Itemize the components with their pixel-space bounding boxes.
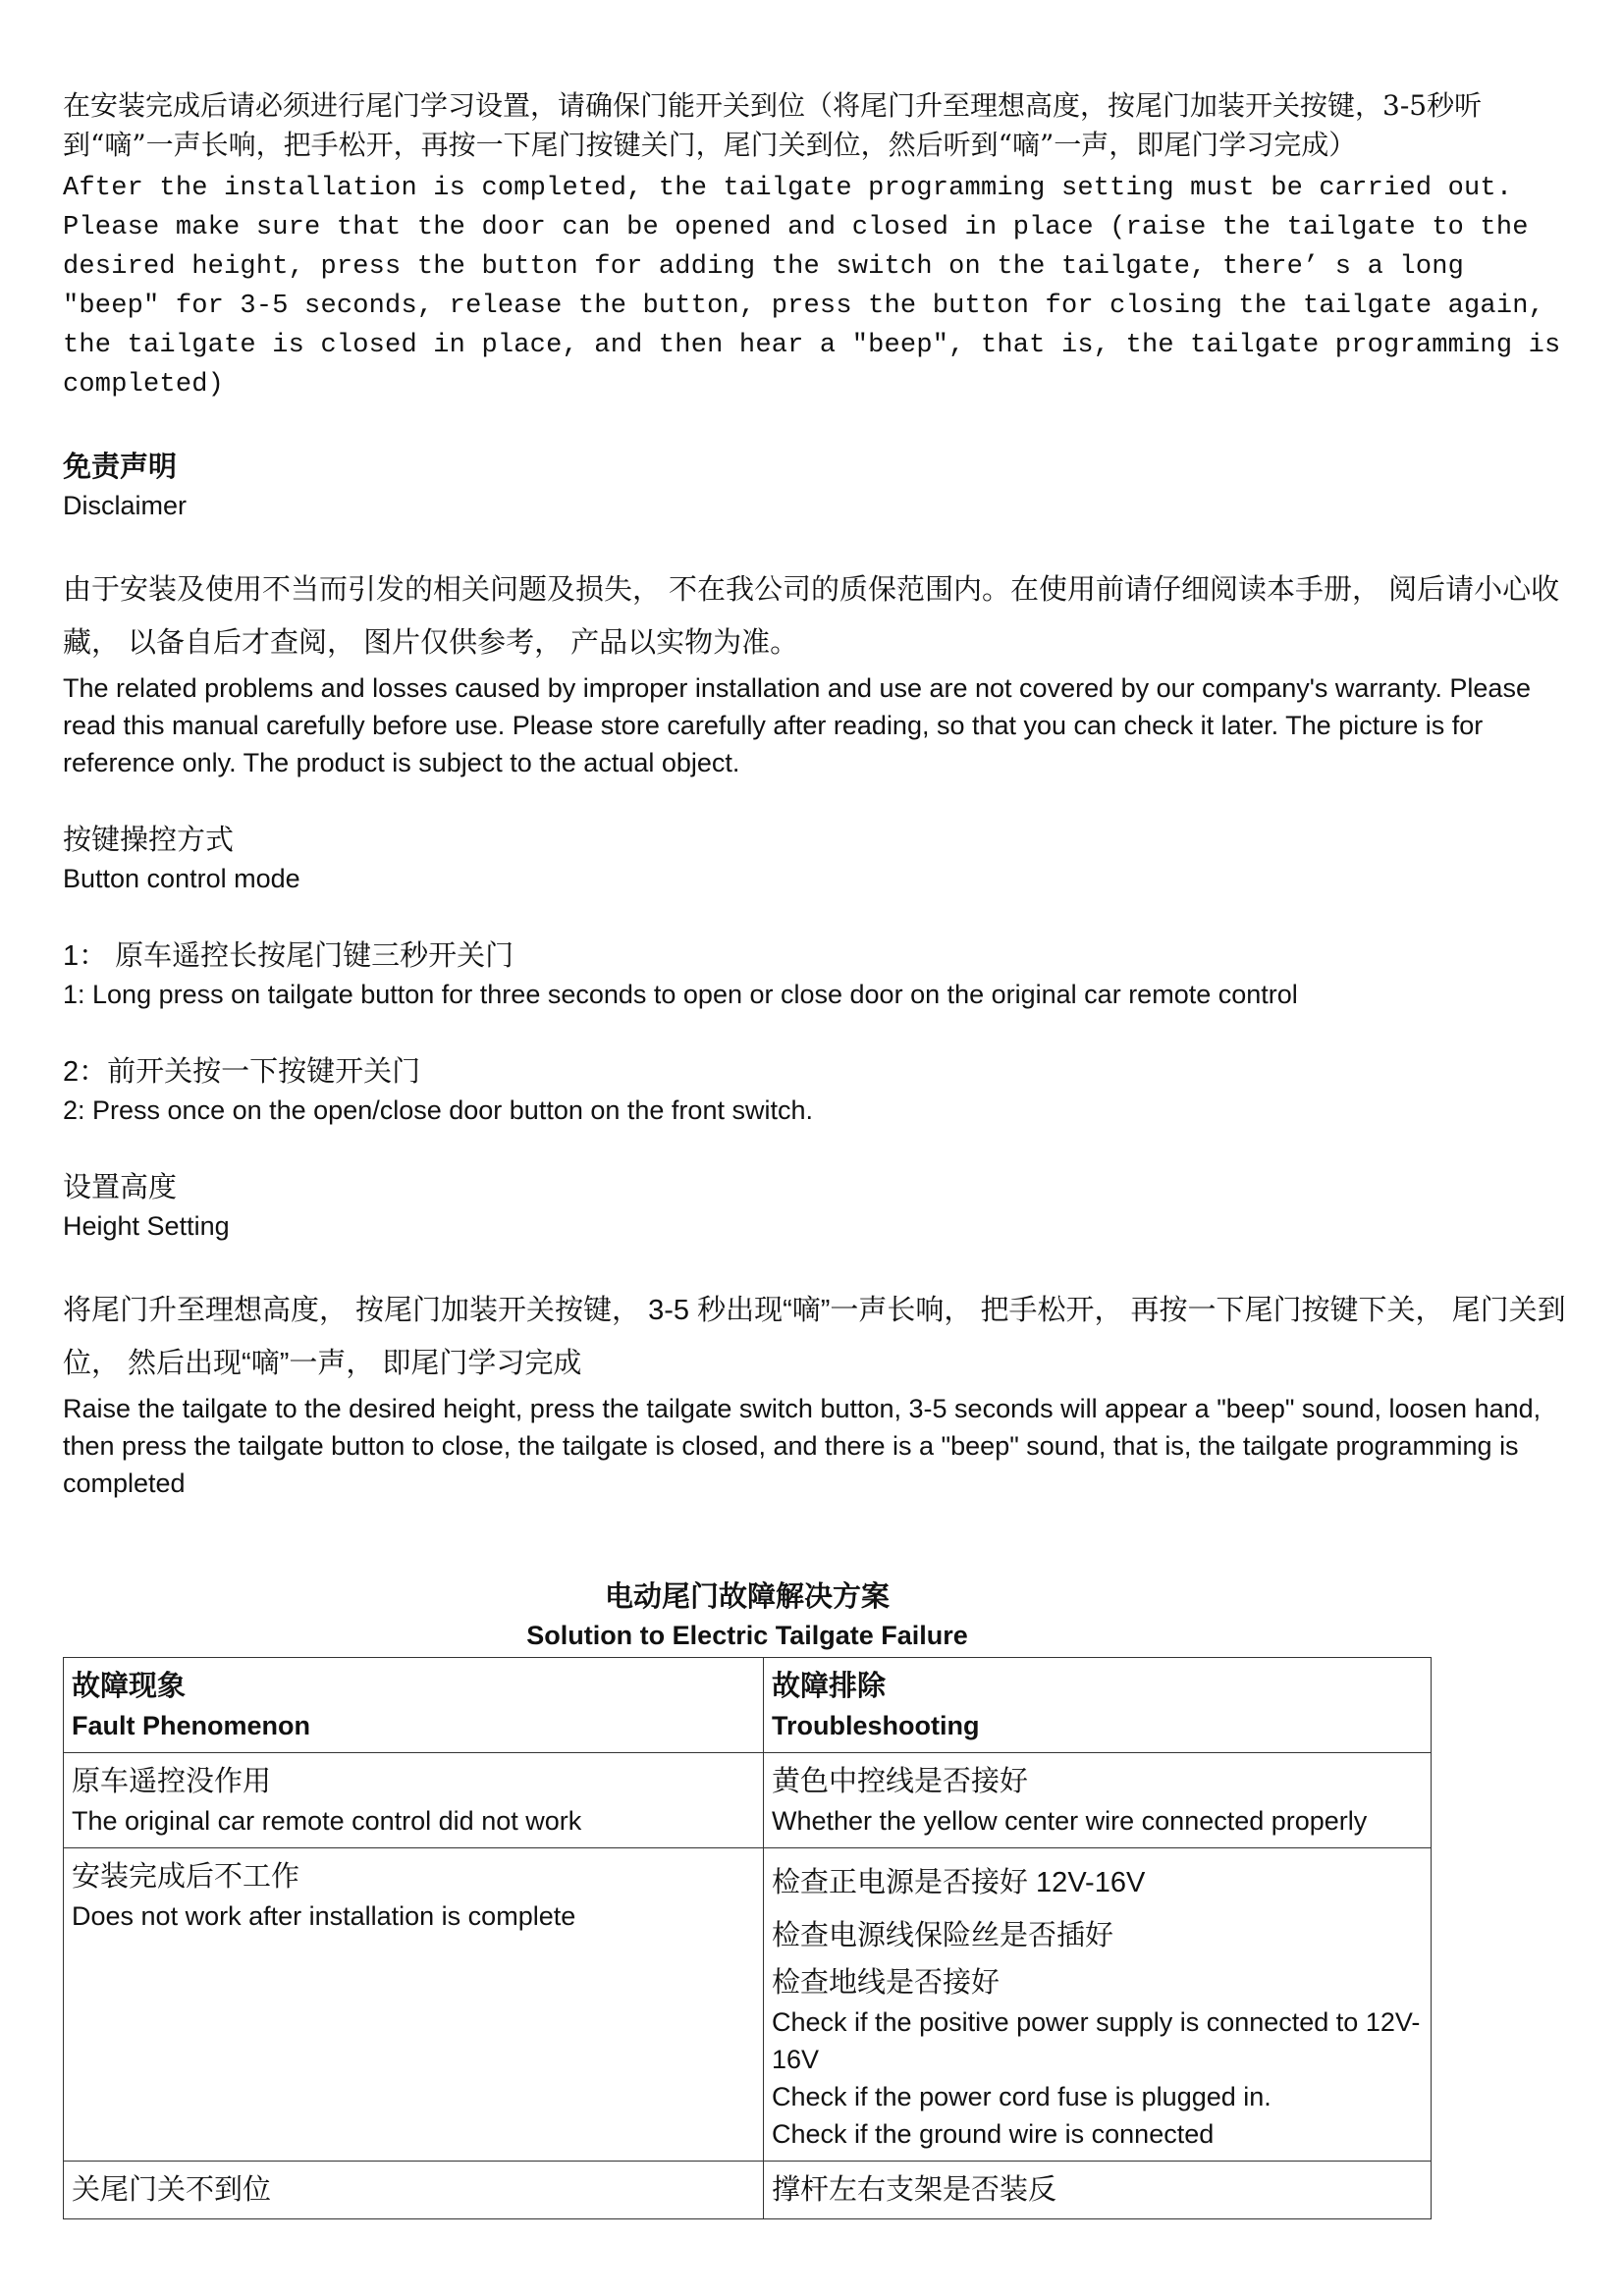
table-header-row [64,1658,1432,1753]
row2-fix-zh-3: 检查地线是否接好 [772,1967,1001,1999]
row2-fix-en-3: Check if the ground wire is connected [772,2119,1215,2149]
disclaimer-text-zh: 由于安装及使用不当而引发的相关问题及损失， 不在我公司的质保范围内。在使用前请仔细阅读本手册， 阅后请小心收藏， 以备自后才查阅， 图片仅供参考， 产品以实物为准。 [63,574,1560,659]
table-title-en: Solution to Electric Tailgate Failure [526,1621,968,1650]
header-fix-cell [764,1658,1432,1753]
button-control-item2-zh: 2：前开关按一下按键开关门 [63,1056,421,1088]
header-fault-cell [64,1658,764,1753]
row2-fix-zh-2: 检查电源线保险丝是否插好 [772,1920,1114,1951]
intro-paragraph-en: After the installation is completed, the tailgate programming setting must be carried out. Please make sure that the door can be opened and closed in place (raise the tailgate to the desired height, press the button for adding the switch on the tailgate, there’ s a long "beep" for 3-5 seconds, release the button, press the button for closing the tailgate again, the tailgate is closed in place, and then hear a "beep", that is, the tailgate programming is completed) [63,174,1561,400]
document-page [63,86,1575,1502]
row2-fix-en-1: Check if the positive power supply is connected to 12V-16V [772,2007,1421,2074]
troubleshooting-table [63,1657,1432,2219]
row1-fix-en: Whether the yellow center wire connected properly [772,1806,1368,1836]
button-control-heading-en: Button control mode [63,864,300,893]
row2-fix-zh-1: 检查正电源是否接好 12V-16V [772,1867,1146,1898]
row2-fault-cell [64,1848,764,2162]
table-title [63,1576,1432,1653]
header-fault-zh: 故障现象 [72,1671,187,1702]
height-setting-heading-en: Height Setting [63,1211,230,1241]
button-control-item1-zh: 1： 原车遥控长按尾门键三秒开关门 [63,940,514,972]
table-row [64,1848,1432,2162]
row2-fix-en-2: Check if the power cord fuse is plugged in. [772,2082,1271,2111]
row3-fix-cell [764,2162,1432,2219]
row2-fix-cell [764,1848,1432,2162]
row1-fault-zh: 原车遥控没作用 [72,1766,272,1797]
height-setting-text-zh: 将尾门升至理想高度， 按尾门加装开关按键， 3-5 秒出现“嘀”一声长响， 把手松开， 再按一下尾门按键下关， 尾门关到位， 然后出现“嘀”一声， 即尾门学习完成 [63,1295,1566,1379]
disclaimer-heading-en: Disclaimer [63,491,188,520]
intro-paragraph-zh: 在安装完成后请必须进行尾门学习设置，请确保门能开关到位（将尾门升至理想高度，按尾门加装开关按键，3-5秒听到“嘀”一声长响，把手松开，再按一下尾门按键关门，尾门关到位，然后听到“嘀”一声，即尾门学习完成） [63,89,1483,161]
disclaimer-heading-zh: 免责声明 [63,452,178,483]
header-fix-zh: 故障排除 [772,1671,887,1702]
row1-fix-zh: 黄色中控线是否接好 [772,1766,1029,1797]
row2-fault-zh: 安装完成后不工作 [72,1861,300,1893]
header-fix-en: Troubleshooting [772,1711,980,1740]
row3-fix-zh: 撑杆左右支架是否装反 [772,2174,1057,2206]
button-control-item1-en: 1: Long press on tailgate button for three seconds to open or close door on the original car remote control [63,980,1298,1009]
table-title-zh: 电动尾门故障解决方案 [604,1581,890,1613]
row3-fault-cell [64,2162,764,2219]
table-row [64,2162,1432,2219]
disclaimer-text-en: The related problems and losses caused by improper installation and use are not covered by our company's warranty. Please read this manual carefully before use. Please store carefully after reading, so that you can check it later. The picture is for reference only. The product is subject to the actual object. [63,673,1531,777]
height-setting-text-en: Raise the tailgate to the desired height, press the tailgate switch button, 3-5 seconds will appear a "beep" sound, loosen hand, then press the tailgate button to close, the tailgate is closed, and there is a "beep" sound, that is, the tailgate programming is completed [63,1394,1542,1498]
row2-fault-en: Does not work after installation is complete [72,1901,576,1931]
button-control-item2-en: 2: Press once on the open/close door button on the front switch. [63,1095,813,1125]
table-row [64,1753,1432,1848]
row3-fault-zh: 关尾门关不到位 [72,2174,272,2206]
header-fault-en: Fault Phenomenon [72,1711,310,1740]
row1-fault-cell [64,1753,764,1848]
button-control-heading-zh: 按键操控方式 [63,825,235,856]
height-setting-heading-zh: 设置高度 [63,1172,178,1203]
row1-fix-cell [764,1753,1432,1848]
row1-fault-en: The original car remote control did not work [72,1806,582,1836]
